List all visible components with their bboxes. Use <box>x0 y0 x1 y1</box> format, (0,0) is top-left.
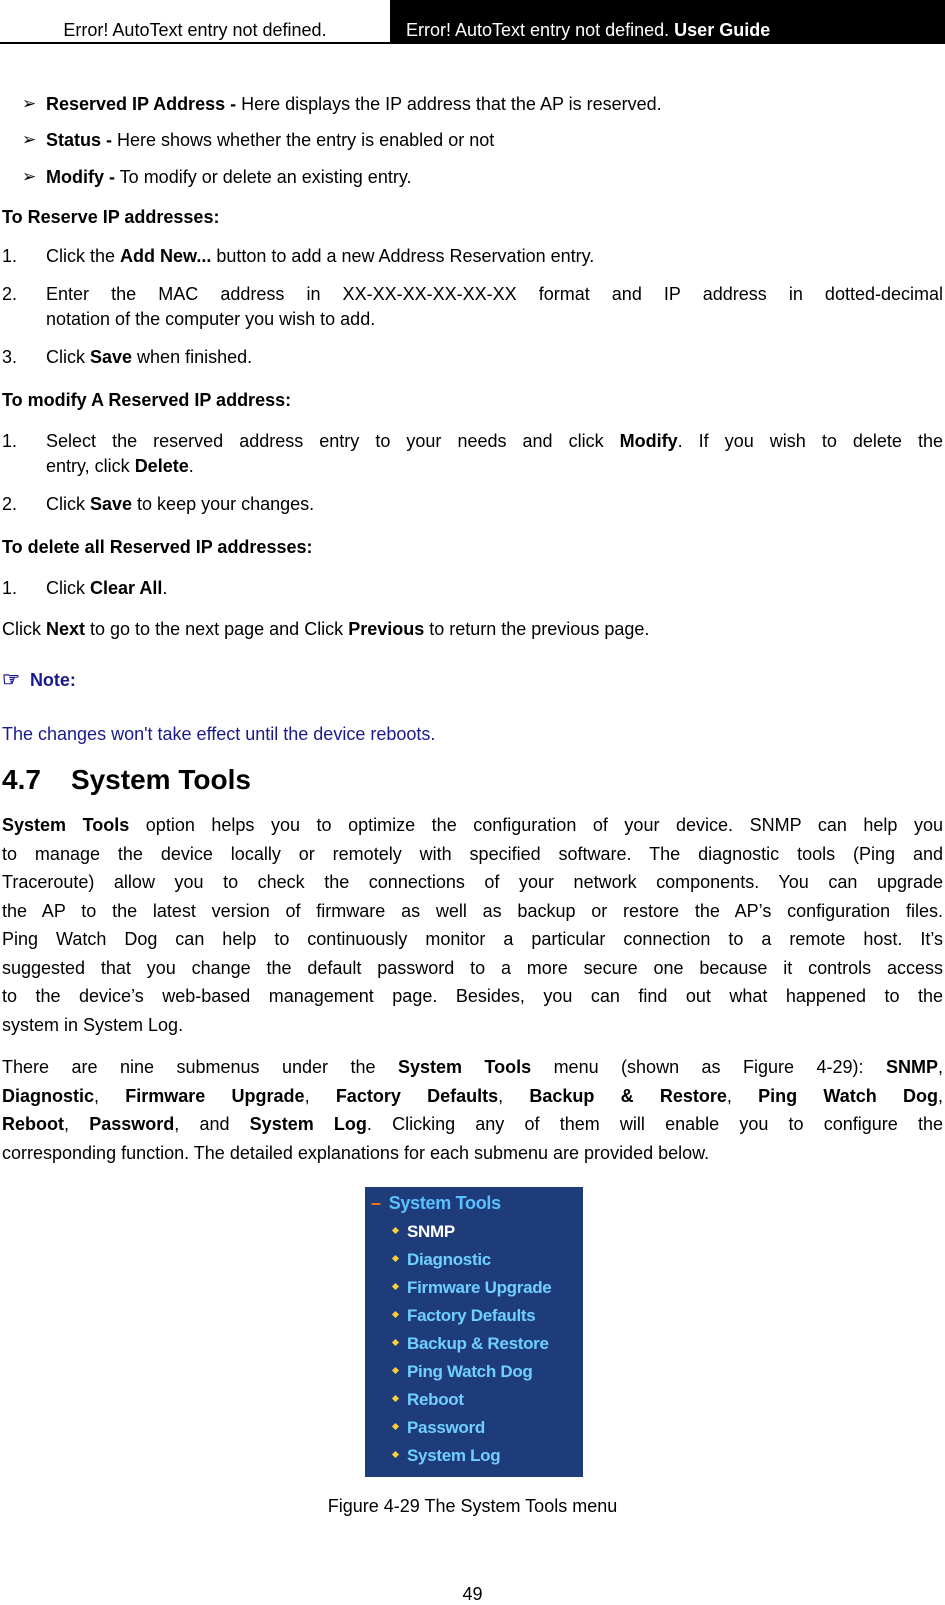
page-number: 49 <box>462 1584 483 1604</box>
menu-item-snmp[interactable]: SNMP <box>393 1222 455 1242</box>
header-right <box>390 0 945 44</box>
delete-all-step-1-num: 1. <box>2 578 18 598</box>
note-label: ☞ Note: <box>2 669 76 691</box>
delete-all-heading: To delete all Reserved IP addresses: <box>2 537 313 557</box>
reserve-step-1-num: 1. <box>2 246 18 266</box>
arrow-bullet-icon: ➢ <box>22 94 37 113</box>
delete-all-step-1: Click Clear All. <box>46 578 168 598</box>
menu-item-ping-watch-dog[interactable]: Ping Watch Dog <box>393 1362 533 1382</box>
section-title: System Tools <box>70 764 251 795</box>
modify-heading: To modify A Reserved IP address: <box>2 390 292 410</box>
modify-step-1-line1: Select the reserved address entry to your needs and click Modify. If you wish to delete the <box>46 431 943 451</box>
reserve-step-3-num: 3. <box>2 347 18 367</box>
menu-item-factory-defaults[interactable]: Factory Defaults <box>393 1306 535 1326</box>
modify-step-2: Click Save to keep your changes. <box>46 494 315 514</box>
reserve-heading: To Reserve IP addresses: <box>2 207 220 227</box>
system-tools-paragraph: System Tools option helps you to optimize the configuration of your device. SNMP can help you to manage the device locally or remotely with specified software. The diagnostic tools (Ping and Traceroute) allow you to check the connections of your network components. You can upgrade the AP to the latest version of firmware as well as backup or restore the AP’s configuration files. Ping Watch Dog can help to continuously monitor a particular connection to a remote host. It’s suggested that you change the default password to a more secure one because it controls access to the device’s web-based management page. Besides, you can find out what happened to the system in System Log. <box>2 815 943 1035</box>
bullet-icon <box>392 1227 399 1234</box>
reserve-step-1: Click the Add New... button to add a new Address Reservation entry. <box>46 246 595 266</box>
figure-caption: Figure 4-29 The System Tools menu <box>327 1496 618 1516</box>
reserve-step-2-num: 2. <box>2 284 18 304</box>
menu-item-diagnostic[interactable]: Diagnostic <box>393 1250 491 1270</box>
system-tools-menu-figure <box>365 1187 583 1477</box>
reserve-step-2-line1: Enter the MAC address in XX-XX-XX-XX-XX-XX format and IP address in dotted-decimal <box>46 284 943 304</box>
pointing-hand-icon: ☞ <box>2 669 20 691</box>
section-number: 4.7 <box>2 764 41 795</box>
bullet-icon <box>392 1339 399 1346</box>
arrow-bullet-icon: ➢ <box>22 130 37 149</box>
menu-item-firmware-upgrade[interactable]: Firmware Upgrade <box>393 1278 551 1298</box>
page-header <box>0 0 945 44</box>
header-left: Error! AutoText entry not defined. <box>0 0 390 44</box>
navigation-instruction: Click Next to go to the next page and Click Previous to return the previous page. <box>2 619 650 639</box>
menu-item-reboot[interactable]: Reboot <box>393 1390 464 1410</box>
bullet-icon <box>392 1283 399 1290</box>
modify-step-1-num: 1. <box>2 431 18 451</box>
bullet-icon <box>392 1395 399 1402</box>
menu-item-password[interactable]: Password <box>393 1418 485 1438</box>
submenus-paragraph: There are nine submenus under the System Tools menu (shown as Figure 4-29): SNMP, Diagnostic, Firmware Upgrade, Factory Defaults, Backup & Restore, Ping Watch Dog, Reboot, Password, and System Log. Clicking any of them will enable you to configure the corresponding function. The detailed explanations for each submenu are provided below. <box>2 1057 943 1163</box>
menu-title[interactable]: – System Tools <box>371 1193 501 1213</box>
modify-step-2-num: 2. <box>2 494 18 514</box>
section-heading <box>2 764 251 796</box>
modify-step-1-line2: entry, click Delete. <box>46 456 194 476</box>
arrow-bullet-icon: ➢ <box>22 167 37 186</box>
note-text: The changes won't take effect until the device reboots. <box>2 724 436 744</box>
collapse-icon: – <box>371 1193 381 1213</box>
menu-item-backup-restore[interactable]: Backup & Restore <box>393 1334 549 1354</box>
bullet-icon <box>392 1255 399 1262</box>
bullet-icon <box>392 1423 399 1430</box>
bullet-icon <box>392 1367 399 1374</box>
header-right-text: Error! AutoText entry not defined. <box>406 20 670 40</box>
bullet-icon <box>392 1451 399 1458</box>
reserve-step-3: Click Save when finished. <box>46 347 253 367</box>
bullet-icon <box>392 1311 399 1318</box>
menu-item-system-log[interactable]: System Log <box>393 1446 500 1466</box>
reserve-step-2-line2: notation of the computer you wish to add. <box>46 309 376 329</box>
header-doc-title: User Guide <box>674 20 771 40</box>
